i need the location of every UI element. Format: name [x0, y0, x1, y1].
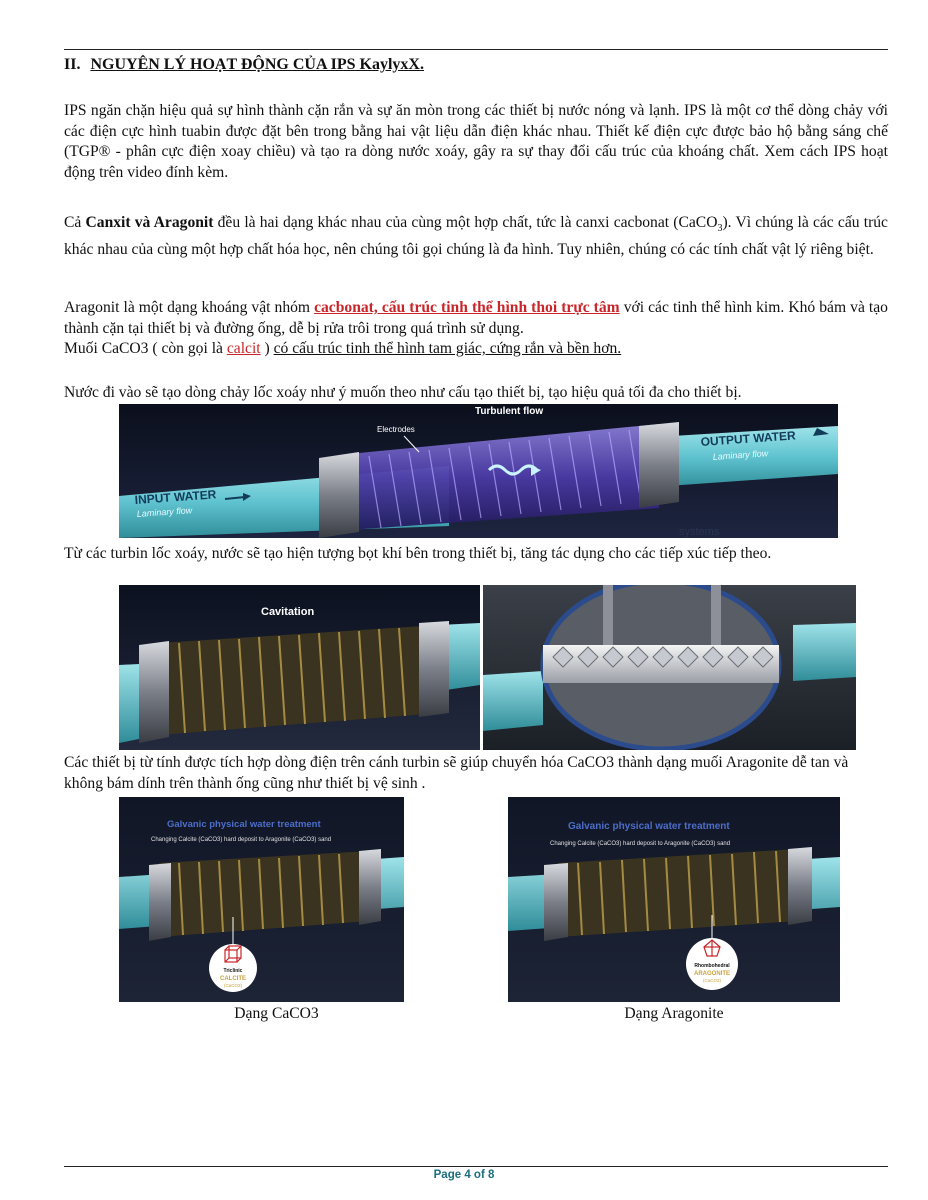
para3-suffix: với các tinh thể hình kim. Khó bám và tạo thành cặn tại thiết bị và đường ống, dễ bị rửa trôi trong quá trình sử dụng. — [64, 299, 888, 337]
turbine-closeup-image — [483, 585, 856, 750]
input-water-label: INPUT WATER — [134, 487, 217, 507]
calcite-badge-name: CALCITE — [220, 976, 246, 982]
cavitation-image — [119, 585, 480, 750]
para3-line2-prefix: Muối CaCO3 ( còn gọi là — [64, 340, 227, 357]
output-laminary-label: Laminary flow — [712, 448, 769, 462]
section-number: II. — [64, 56, 81, 73]
paragraph-conversion: Các thiết bị từ tính được tích hợp dòng điện trên cánh turbin sẽ giúp chuyển hóa CaCO3 thành dạng muối Aragonite dễ tan và không bám dính trên thành ống cũng như thiết bị vệ sinh . — [64, 754, 849, 792]
input-laminary-label: Laminary flow — [136, 505, 193, 519]
caption-aragonite: Dạng Aragonite — [624, 1005, 724, 1022]
turbulent-flow-label: Turbulent flow — [475, 406, 544, 417]
calcite-image — [119, 797, 404, 1002]
caption-calcite: Dạng CaCO3 — [234, 1005, 319, 1022]
calcite-title: Galvanic physical water treatment — [167, 819, 321, 830]
para2-sub: 3 — [717, 223, 723, 235]
electrodes-label: Electrodes — [377, 425, 415, 434]
aragonite-badge-name: ARAGONITE — [694, 971, 730, 977]
turbulent-flow-image — [119, 404, 838, 538]
aragonite-title: Galvanic physical water treatment — [568, 821, 730, 832]
calcite-badge-top: Triclinic — [223, 968, 243, 974]
paragraph-aragonite — [64, 298, 888, 360]
para2-middle: đều là hai dạng khác nhau của cùng một hợp chất, tức là canxi cacbonat (CaCO — [213, 214, 718, 231]
bottom-rule — [64, 1166, 888, 1167]
para2-suffix: ). Vì chúng là các cấu trúc khác nhau của cùng một hợp chất hóa học, nên chúng tôi gọi chúng là đa hình. Tuy nhiên, chúng có các tính chất vật lý riêng biệt. — [64, 214, 888, 258]
carbonate-link[interactable]: cacbonat, cấu trúc tinh thể hình thoi trực tâm — [314, 299, 620, 316]
section-heading — [64, 56, 424, 74]
paragraph-flow: Nước đi vào sẽ tạo dòng chảy lốc xoáy như ý muốn theo như cấu tạo thiết bị, tạo hiệu quả tối đa cho thiết bị. — [64, 384, 742, 401]
calcit-link[interactable]: calcit — [226, 340, 261, 357]
aragonite-subtitle: Changing Calcite (CaCO3) hard deposit to Aragonite (CaCO3) sand — [550, 841, 731, 847]
para3-prefix: Aragonit là một dạng khoáng vật nhóm — [64, 299, 315, 316]
output-water-label: OUTPUT WATER — [700, 428, 797, 449]
cavitation-label: Cavitation — [261, 606, 315, 618]
aragonite-badge-top: Rhombohedral — [694, 963, 730, 969]
paragraph-cavitation: Từ các turbin lốc xoáy, nước sẽ tạo hiện tượng bọt khí bên trong thiết bị, tăng tác dụng cho các tiếp xúc tiếp theo. — [64, 545, 772, 562]
para3-line2-middle: ) — [260, 340, 274, 357]
para3-line2-underlined: có cấu trúc tinh thể hình tam giác, cứng rắn và bền hơn. — [273, 340, 622, 357]
aragonite-badge-formula: (CaCO3) — [702, 978, 722, 983]
para2-prefix: Cả — [64, 214, 86, 231]
page-number: Page 4 of 8 — [433, 1169, 495, 1181]
section-title: NGUYÊN LÝ HOẠT ĐỘNG CỦA IPS KaylyxX. — [90, 56, 424, 73]
top-rule — [64, 49, 888, 50]
aragonite-image — [508, 797, 840, 1002]
watermark-text: systems — [679, 526, 720, 538]
calcite-subtitle: Changing Calcite (CaCO3) hard deposit to Aragonite (CaCO3) sand — [151, 837, 332, 843]
paragraph-calcite-aragonite — [64, 213, 888, 260]
paragraph-ips-intro: IPS ngăn chặn hiệu quả sự hình thành cặn rắn và sự ăn mòn trong các thiết bị nước nóng và lạnh. IPS là một cơ thể dòng chảy với các điện cực hình tuabin được đặt bên trong bằng hai vật liệu dẫn điện khác nhau. Thiết kế điện cực được bảo hộ bằng sáng chế (TGP® - phân cực điện xoay chiều) và tạo ra dòng nước xoáy, gây ra sự thay đổi cấu trúc của khoáng chất. Xem cách IPS hoạt động trên video đính kèm. — [64, 102, 888, 181]
para2-bold: Canxit và Aragonit — [85, 214, 214, 231]
calcite-badge-formula: (CaCO3) — [223, 983, 243, 988]
